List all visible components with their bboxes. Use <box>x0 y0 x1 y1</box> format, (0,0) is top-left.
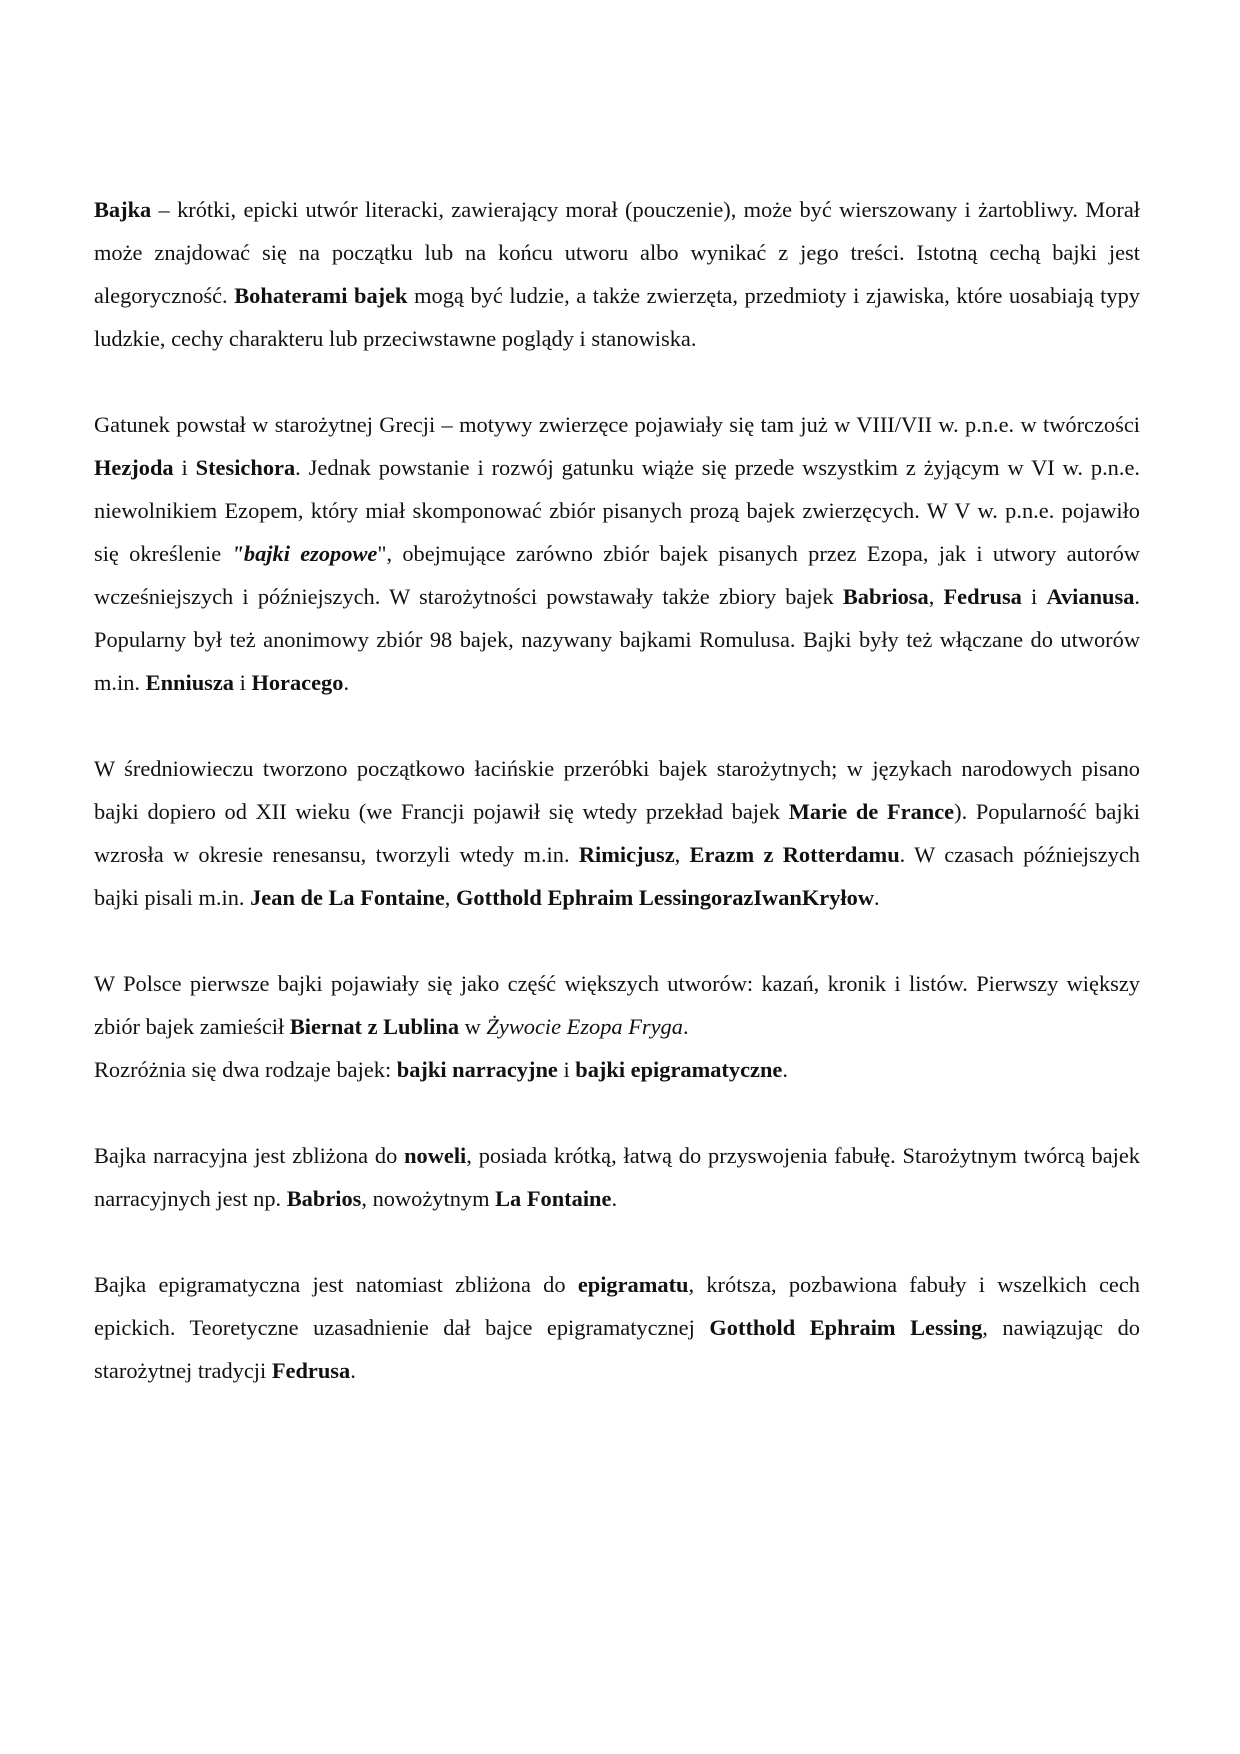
text-run: . W czasach późniejszych bajki pisali m.in. <box>94 842 1141 910</box>
emphasized-text: "bajki ezopowe <box>231 541 378 566</box>
emphasized-text: La Fontaine <box>495 1186 612 1211</box>
text-run: i <box>1021 584 1047 609</box>
emphasized-text: epigramatu <box>577 1272 689 1297</box>
emphasized-text: Marie de France <box>788 799 955 824</box>
text-run: . <box>874 885 880 910</box>
text-run: ", obejmujące zarówno zbiór bajek pisanych przez Ezopa, jak i utwory autorów wcześniejszych i późniejszych. W starożytności powstawały także zbiory bajek <box>94 541 1140 609</box>
text-run: – krótki, epicki utwór literacki, zawierający morał (pouczenie), może być wierszowany i żartobliwy. Morał może znajdować się na początku lub na końcu utworu albo wynikać z jego treści. Istotną cechą bajki jest alegoryczność. <box>94 197 1140 308</box>
text-run: Bajka epigramatyczna jest natomiast zbliżona do <box>94 1272 578 1297</box>
paragraph-definition <box>94 188 1140 360</box>
paragraph-gap <box>94 360 1140 403</box>
text-run: W średniowieczu tworzono początkowo łacińskie przeróbki bajek starożytnych; w językach narodowych pisano bajki dopiero od XII wieku (we Francji pojawił się wtedy przekład bajek <box>94 756 1140 824</box>
text-run: . <box>611 1186 618 1211</box>
emphasized-text: Hezjoda <box>94 455 174 480</box>
text-run: ). Popularność bajki wzrosła w okresie renesansu, tworzyli wtedy m.in. <box>94 799 1140 867</box>
text-run: Bajka narracyjna jest zbliżona do <box>94 1143 405 1168</box>
paragraph-gap <box>94 919 1140 962</box>
text-run: , posiada krótką, łatwą do przyswojenia fabułę. Starożytnym twórcą bajek narracyjnych jest np. <box>94 1143 1140 1211</box>
paragraph-middle-ages <box>94 747 1140 919</box>
emphasized-text: Biernat z Lublina <box>289 1014 460 1039</box>
text-run: , nowożytnym <box>361 1186 496 1211</box>
text-run: , krótsza, pozbawiona fabuły i wszelkich cech epickich. Teoretyczne uzasadnienie dał bajce epigramatycznej <box>94 1272 1140 1340</box>
emphasized-text: Żywocie Ezopa Fryga <box>486 1014 683 1039</box>
text-run: . <box>682 1014 689 1039</box>
text-run: . <box>343 670 350 695</box>
paragraph-poland <box>94 962 1140 1048</box>
paragraph-gap <box>94 704 1140 747</box>
paragraph-gap <box>94 1220 1140 1263</box>
text-run: Gatunek powstał w starożytnej Grecji – motywy zwierzęce pojawiały się tam już w VIII/VII w. p.n.e. w twórczości <box>94 412 1140 437</box>
emphasized-text: Rimicjusz <box>578 842 675 867</box>
text-run: , <box>674 842 690 867</box>
emphasized-text: bajki epigramatyczne <box>575 1057 783 1082</box>
emphasized-text: Fedrusa <box>943 584 1022 609</box>
emphasized-text: Horacego <box>251 670 344 695</box>
emphasized-text: Bohaterami bajek <box>234 283 408 308</box>
text-run: . Popularny był też anonimowy zbiór 98 bajek, nazywany bajkami Romulusa. Bajki były też włączane do utworów m.in. <box>94 584 1140 695</box>
emphasized-text: Avianusa <box>1046 584 1135 609</box>
text-run: . Jednak powstanie i rozwój gatunku wiąże się przede wszystkim z żyjącym w VI w. p.n.e. niewolnikiem Ezopem, który miał skomponować zbiór pisanych prozą bajek zwierzęcych. W V w. p.n.e. pojawiło się określenie <box>94 455 1140 566</box>
paragraph-gap <box>94 1091 1140 1134</box>
text-run: , nawiązując do starożytnej tradycji <box>94 1315 1140 1383</box>
emphasized-text: Erazm z Rotterdamu <box>689 842 900 867</box>
text-run: , <box>928 584 944 609</box>
emphasized-text: bajki narracyjne <box>396 1057 558 1082</box>
emphasized-text: Bajka <box>94 197 152 222</box>
text-run: i <box>234 670 252 695</box>
emphasized-text: Enniusza <box>145 670 235 695</box>
text-run: w <box>459 1014 487 1039</box>
emphasized-text: Gotthold Ephraim LessingorazIwanKryłow <box>456 885 874 910</box>
emphasized-text: Fedrusa <box>271 1358 351 1383</box>
text-run: mogą być ludzie, a także zwierzęta, przedmioty i zjawiska, które uosabiają typy ludzkie, cechy charakteru lub przeciwstawne poglądy i stanowiska. <box>94 283 1140 351</box>
emphasized-text: Babrios <box>286 1186 362 1211</box>
text-run: i <box>557 1057 576 1082</box>
emphasized-text: Stesichora <box>195 455 296 480</box>
paragraph-epigrammatic-fable <box>94 1263 1140 1392</box>
text-run: W Polsce pierwsze bajki pojawiały się jako część większych utworów: kazań, kronik i listów. Pierwszy większy zbiór bajek zamieścił <box>94 971 1140 1039</box>
paragraph-types <box>94 1048 1140 1091</box>
text-run: i <box>173 455 196 480</box>
emphasized-text: Babriosa <box>842 584 929 609</box>
paragraph-origins <box>94 403 1140 704</box>
paragraph-narrative-fable <box>94 1134 1140 1220</box>
emphasized-text: Jean de La Fontaine <box>250 885 445 910</box>
text-run: Rozróżnia się dwa rodzaje bajek: <box>94 1057 397 1082</box>
emphasized-text: noweli <box>404 1143 467 1168</box>
text-run: . <box>782 1057 788 1082</box>
emphasized-text: Gotthold Ephraim Lessing <box>709 1315 983 1340</box>
text-run: . <box>350 1358 356 1383</box>
document-page <box>94 188 1140 1392</box>
text-run: , <box>444 885 456 910</box>
